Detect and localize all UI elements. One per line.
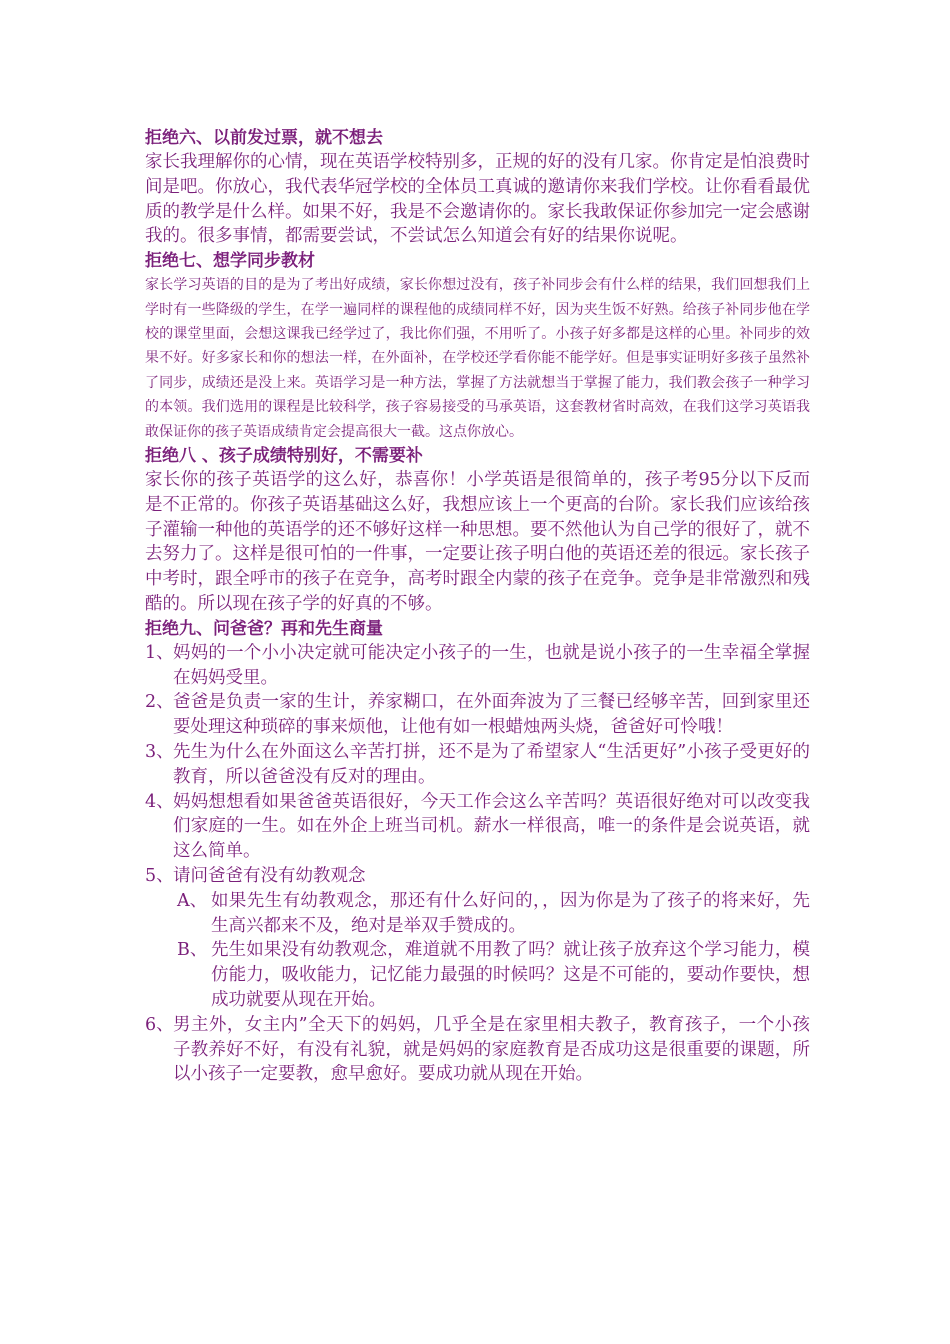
sub-list-item — [145, 889, 810, 939]
list-item-text: 男主外，女主内”全天下的妈妈，几乎全是在家里相夫教子，教育孩子，一个小孩子教养好不好，有没有礼貌，就是妈妈的家庭教育是否成功这是很重要的课题，所以小孩子一定要教，愈早愈好。要成功就从现在开始。 — [173, 1014, 810, 1085]
section-heading-8: 拒绝八 、孩子成绩特别好，不需要补 — [145, 446, 423, 467]
list-item — [145, 690, 810, 740]
list-item-number: 5、 — [145, 865, 174, 886]
sub-list-item-text: 先生如果没有幼教观念，难道就不用教了吗？就让孩子放弃这个学习能力，模仿能力，吸收能力，记忆能力最强的时候吗？这是不可能的，要动作要快，想成功就要从现在开始。 — [211, 940, 810, 1010]
list-item — [145, 864, 810, 889]
list-item — [145, 740, 810, 790]
document-content — [145, 126, 810, 1087]
sub-list-item-letter: B、 — [177, 940, 208, 961]
list-item — [145, 790, 810, 864]
list-item-number: 3、 — [145, 742, 174, 762]
section-body-6: 家长我理解你的心情，现在英语学校特别多，正规的好的没有几家。你肯定是怕浪费时间是吧。你放心，我代表华冠学校的全体员工真诚的邀请你来我们学校。让你看看最优质的教学是什么样。如果不好，我是不会邀请你的。家长我敢保证你参加完一定会感谢我的。很多事情，都需要尝试，不尝试怎么知道会有好的结果你说呢。 — [145, 152, 810, 247]
list-item-number: 6、 — [145, 1014, 174, 1035]
list-item-text: 妈妈想想看如果爸爸英语很好，今天工作会这么辛苦吗？英语很好绝对可以改变我们家庭的一生。如在外企上班当司机。薪水一样很高，唯一的条件是会说英语，就这么简单。 — [173, 791, 810, 862]
list-item-number: 4、 — [145, 791, 174, 812]
list-item-text: 请问爸爸有没有幼教观念 — [173, 865, 366, 886]
section-body-7: 家长学习英语的目的是为了考出好成绩，家长你想过没有，孩子补同步会有什么样的结果，我们回想我们上学时有一些降级的学生，在学一遍同样的课程他的成绩同样不好，因为夹生饭不好熟。给孩子补同步他在学校的课堂里面，会想这课我已经学过了，我比你们强，不用听了。小孩子好多都是这样的心里。补同步的效果不好。好多家长和你的想法一样，在外面补，在学校还学看你能不能学好。但是事实证明好多孩子虽然补了同步，成绩还是没上来。英语学习是一种方法，掌握了方法就想当于掌握了能力，我们教会孩子一种学习的本领。我们选用的课程是比较科学，孩子容易接受的马承英语，这套教材省时高效，在我们这学习英语我敢保证你的孩子英语成绩肯定会提高很大一截。这点你放心。 — [145, 277, 810, 440]
list-item-number: 2、 — [145, 692, 174, 713]
list-item — [145, 1013, 810, 1087]
section-body-8: 家长你的孩子英语学的这么好，恭喜你！小学英语是很简单的，孩子考95分以下反而是不正常的。你孩子英语基础这么好，我想应该上一个更高的台阶。家长我们应该给孩子灌输一种他的英语学的还不够好这样一种思想。要不然他认为自己学的很好了，就不去努力了。这样是很可怕的一件事，一定要让孩子明白他的英语还差的很远。家长孩子中考时，跟全呼市的孩子在竞争，高考时跟全内蒙的孩子在竞争。竞争是非常激烈和残酷的。所以现在孩子学的好真的不够。 — [145, 470, 810, 615]
section-heading-9: 拒绝九、问爸爸？再和先生商量 — [145, 618, 383, 639]
list-item-text: 先生为什么在外面这么辛苦打拼，还不是为了希望家人“生活更好”小孩子受更好的教育，所以爸爸没有反对的理由。 — [173, 742, 810, 787]
list-item-number: 1、 — [145, 642, 174, 663]
sub-list-item-text: 如果先生有幼教观念，那还有什么好问的，，因为你是为了孩子的将来好，先生高兴都来不及，绝对是举双手赞成的。 — [211, 890, 810, 936]
section-heading-6: 拒绝六、以前发过票，就不想去 — [145, 128, 383, 148]
sub-list-item-letter: A、 — [177, 890, 208, 911]
section-heading-7: 拒绝七、想学同步教材 — [145, 251, 315, 272]
list-item-text: 妈妈的一个小小决定就可能决定小孩子的一生，也就是说小孩子的一生幸福全掌握在妈妈受里。 — [173, 642, 810, 688]
list-item — [145, 641, 810, 691]
sub-list-item — [145, 938, 810, 1012]
list-item-text: 爸爸是负责一家的生计，养家糊口，在外面奔波为了三餐已经够辛苦，回到家里还要处理这种琐碎的事来烦他，让他有如一根蜡烛两头烧，爸爸好可怜哦！ — [173, 692, 810, 738]
